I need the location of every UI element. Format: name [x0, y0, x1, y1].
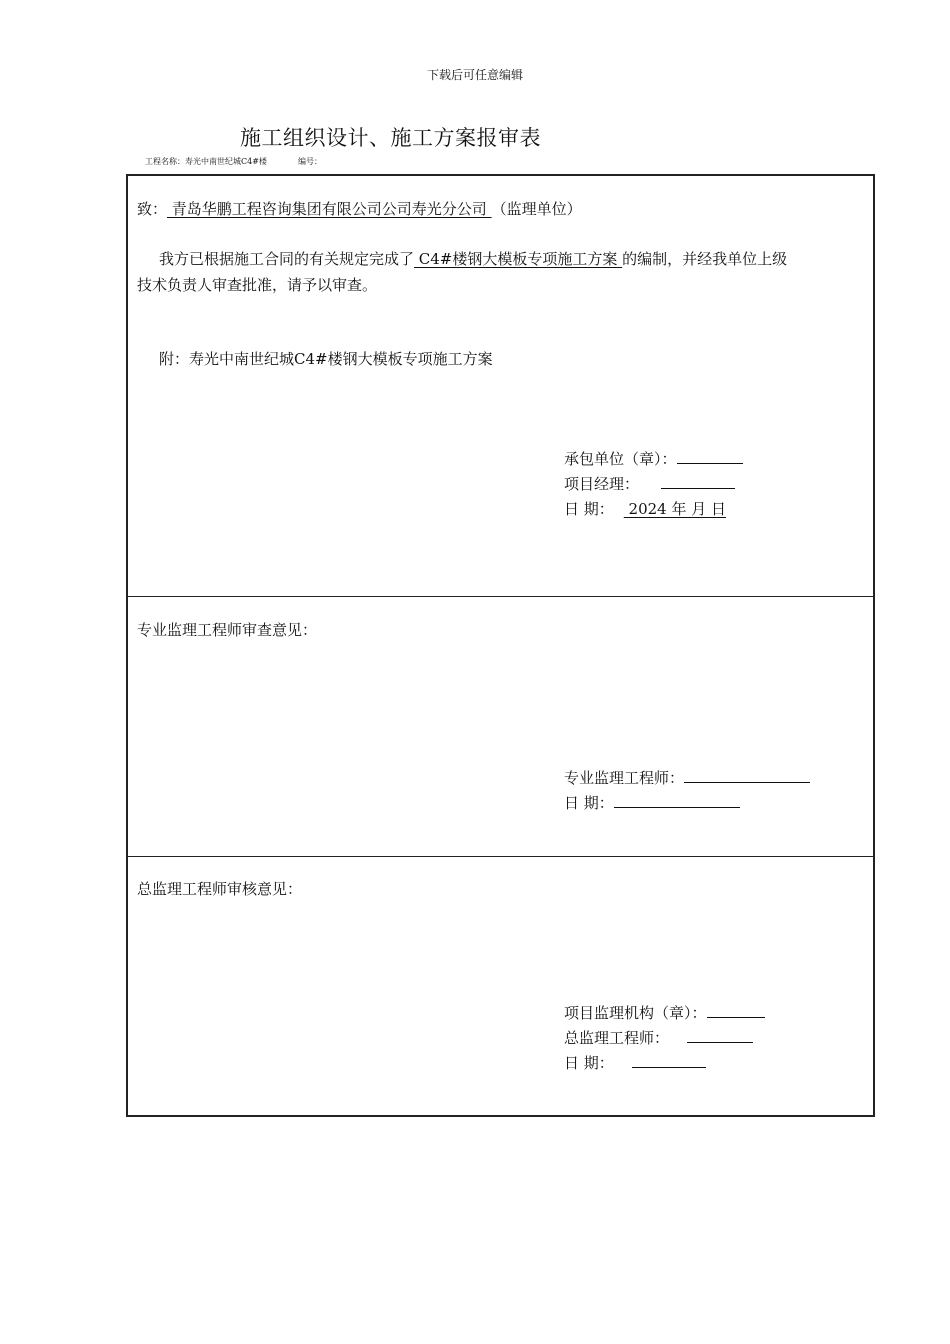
specialist-engineer-label: 专业监理工程师：	[564, 769, 685, 787]
specialist-date-blank[interactable]	[614, 793, 740, 808]
statement-prefix: 我方已根据施工合同的有关规定完成了	[159, 250, 415, 268]
supervision-org-label: 项目监理机构（章）：	[564, 1004, 707, 1022]
review-form	[126, 174, 875, 1117]
specialist-engineer-line	[564, 767, 810, 788]
chief-engineer-line	[564, 1027, 753, 1048]
chief-date-blank[interactable]	[632, 1053, 706, 1068]
specialist-date-label: 日 期：	[564, 794, 614, 812]
contractor-seal-line	[564, 448, 743, 469]
chief-date-line	[564, 1052, 706, 1073]
date-value: 2024 年 月 日	[623, 500, 727, 518]
chief-engineer-blank[interactable]	[687, 1028, 753, 1043]
specialist-date-line	[564, 792, 740, 813]
project-name-label: 工程名称：寿光中南世纪城C4#楼	[145, 157, 267, 166]
supervision-org-line	[564, 1002, 765, 1023]
supervision-org-blank[interactable]	[707, 1003, 765, 1018]
download-note: 下载后可任意编辑	[426, 68, 523, 82]
chief-date-label: 日 期：	[564, 1054, 614, 1072]
plan-name: C4#楼钢大模板专项施工方案	[414, 250, 623, 268]
specialist-opinion-heading: 专业监理工程师审查意见：	[137, 621, 318, 639]
statement-suffix: 的编制，并经我单位上级	[622, 250, 788, 268]
contractor-label: 承包单位（章）：	[564, 450, 677, 468]
recipient-line	[137, 198, 582, 219]
number-label: 编号：	[298, 157, 322, 166]
section-divider-2	[128, 856, 873, 857]
chief-engineer-label: 总监理工程师：	[564, 1029, 670, 1047]
manager-label: 项目经理：	[564, 475, 640, 493]
project-manager-line	[564, 473, 735, 494]
manager-blank[interactable]	[661, 474, 735, 489]
form-title: 施工组织设计、施工方案报审表	[240, 126, 541, 150]
supervision-unit-name: 青岛华鹏工程咨询集团有限公司公司寿光分公司	[167, 200, 492, 218]
section-divider-1	[128, 596, 873, 597]
specialist-engineer-blank[interactable]	[684, 768, 810, 783]
date-label: 日 期：	[564, 500, 614, 518]
statement-line-2: 技术负责人审查批准，请予以审查。	[137, 276, 378, 294]
attachment-line: 附：寿光中南世纪城C4#楼钢大模板专项施工方案	[159, 350, 493, 368]
chief-opinion-heading: 总监理工程师审核意见：	[137, 880, 303, 898]
submission-statement	[159, 248, 787, 269]
contractor-blank[interactable]	[677, 449, 743, 464]
supervision-unit-suffix: （监理单位）	[491, 200, 582, 218]
contractor-date-line	[564, 498, 726, 519]
to-prefix: 致：	[137, 200, 168, 218]
